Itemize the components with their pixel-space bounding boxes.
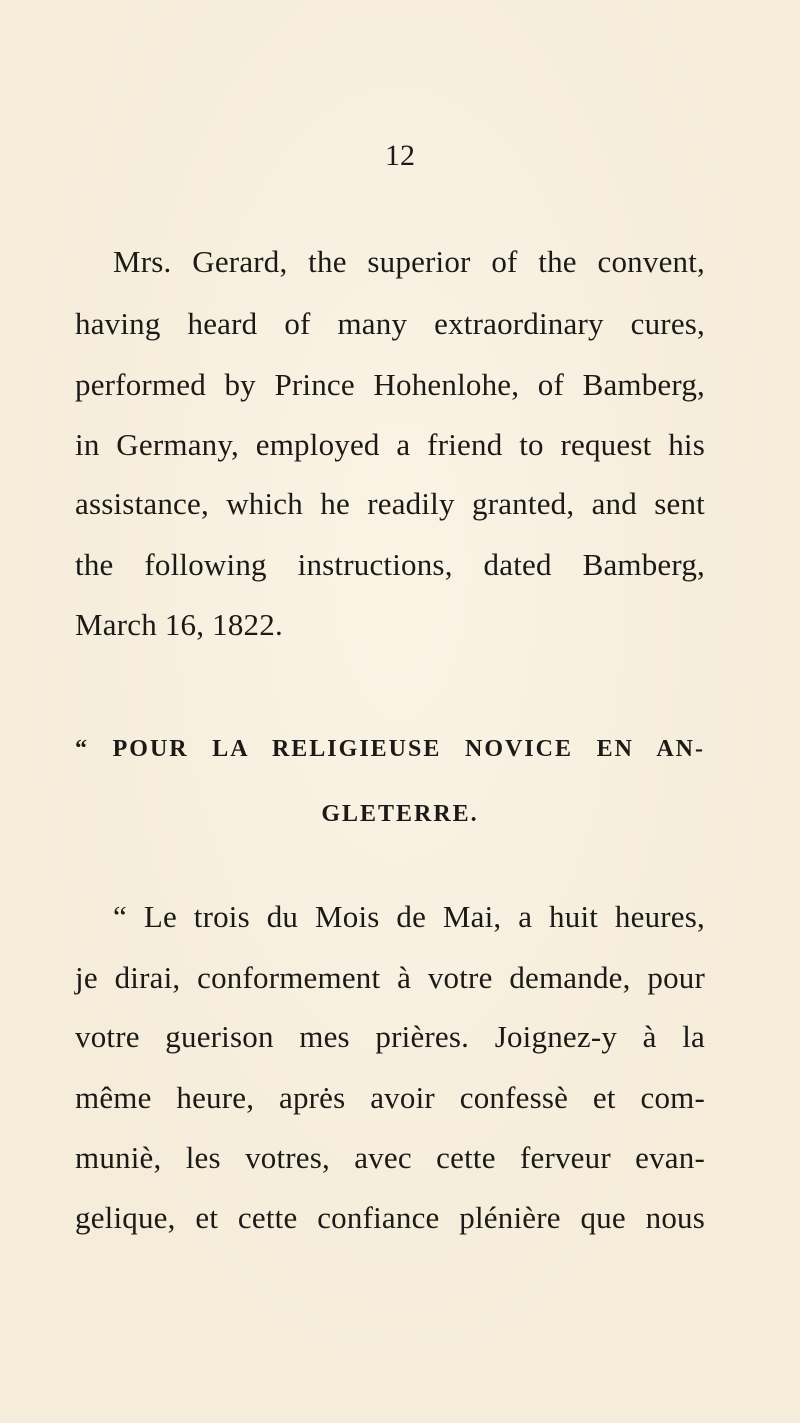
paragraph-1-line-6: the following instructions, dated Bamberg, [75,547,705,582]
paragraph-2-line-2: je dirai, conformement à votre demande, pour [75,960,705,995]
paragraph-1-line-4: in Germany, employed a friend to request his [75,427,705,462]
page-number: 12 [385,139,415,172]
paragraph-2-line-5: muniè, les votres, avec cette ferveur evan- [75,1140,705,1175]
paragraph-2-line-6: gelique, et cette confiance plénière que nous [75,1200,705,1235]
paragraph-1-line-2: having heard of many extraordinary cures, [75,306,705,341]
heading-line-2: GLETERRE. [321,801,479,827]
paragraph-1-line-7: March 16, 1822. [75,607,283,642]
paragraph-2-line-1: “ Le trois du Mois de Mai, a huit heures, [113,899,705,934]
paragraph-1-line-3: performed by Prince Hohenlohe, of Bamberg, [75,367,705,402]
paragraph-2-line-4: même heure, aprės avoir confessè et com- [75,1080,705,1115]
heading-line-1: “ POUR LA RELIGIEUSE NOVICE EN AN- [75,736,705,762]
paragraph-2-line-3: votre guerison mes prières. Joignez-y à la [75,1019,705,1054]
paragraph-1-line-1: Mrs. Gerard, the superior of the convent, [113,244,705,279]
paragraph-1-line-5: assistance, which he readily granted, and sent [75,486,705,521]
